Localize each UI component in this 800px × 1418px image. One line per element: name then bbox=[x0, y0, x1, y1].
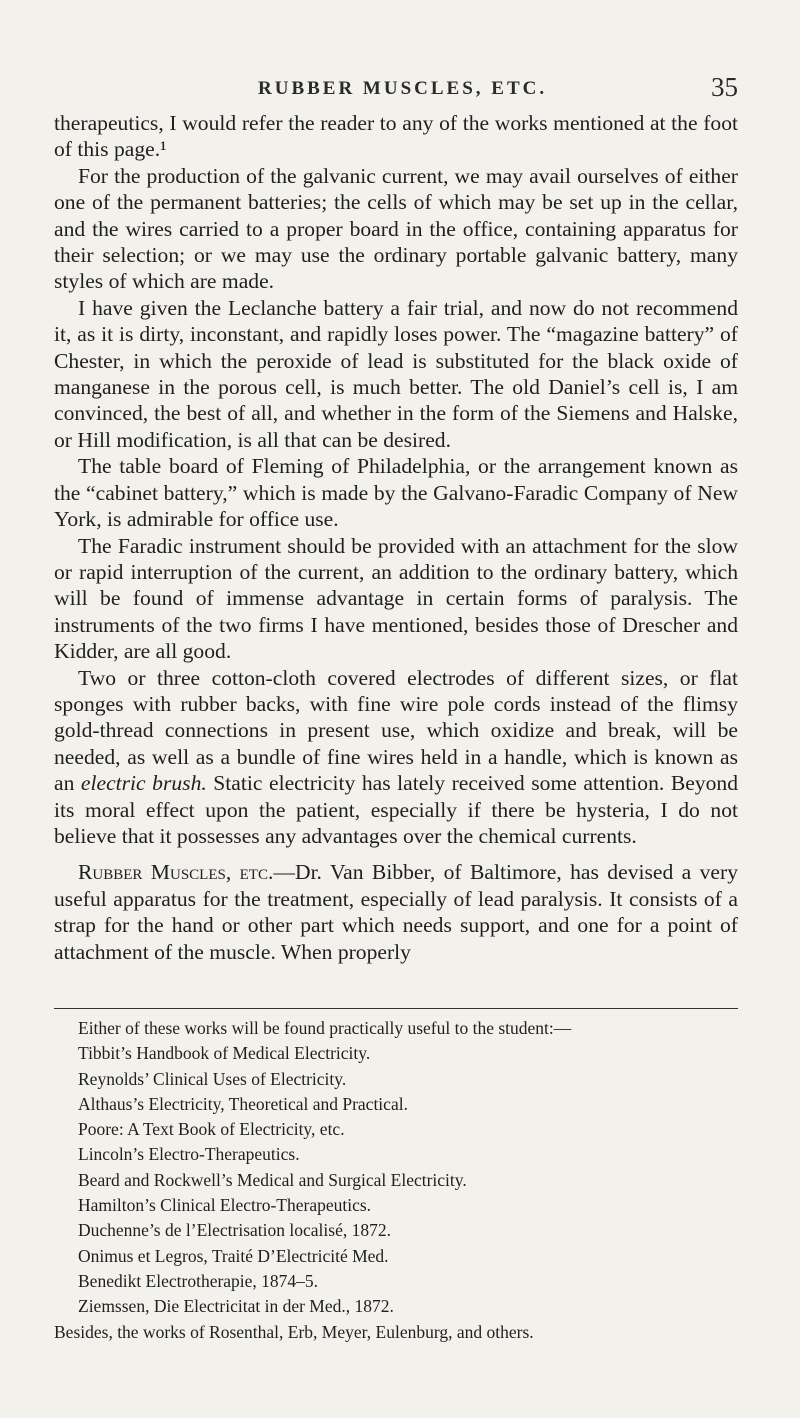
footnote-list bbox=[54, 1041, 738, 1345]
paragraph-text: Two or three cotton-cloth covered electrodes of different sizes, or flat sponges with rubber backs, with fine wire pole cords instead of the flimsy gold-thread connections in present use, which oxidize and break, will be needed, as well as a bundle of fine wires held in a handle, which is known as an bbox=[54, 665, 738, 796]
footnote-item: Tibbit’s Handbook of Medical Electricity. bbox=[78, 1043, 371, 1064]
paragraph: For the production of the galvanic current, we may avail ourselves of either one of the permanent batteries; the cells of which may be set up in the cellar, and the wires carried to a proper board in the office, containing apparatus for their selection; or we may use the ordinary portable galvanic battery, many styles of which are made. bbox=[54, 163, 738, 294]
body-text bbox=[54, 110, 738, 965]
paragraph-text: —Dr. Van Bibber, of Baltimore, has devised a very useful apparatus for the treatment, especially of lead paralysis. It consists of a strap for the hand or other part which needs support, and one for a point of attachment of the muscle. When properly bbox=[54, 860, 738, 964]
footnote-item: Althaus’s Electricity, Theoretical and Practical. bbox=[78, 1093, 408, 1114]
footnote-item: Benedikt Electrotherapie, 1874–5. bbox=[78, 1270, 319, 1291]
page-number: 35 bbox=[711, 72, 738, 102]
footnote-item: Poore: A Text Book of Electricity, etc. bbox=[78, 1119, 345, 1140]
footnote-item: Beard and Rockwell’s Medical and Surgical Electricity. bbox=[78, 1169, 467, 1190]
paragraph bbox=[54, 859, 738, 965]
footnote-item: Onimus et Legros, Traité D’Electricité Med. bbox=[78, 1245, 389, 1266]
footnote-item: Lincoln’s Electro-Therapeutics. bbox=[78, 1144, 300, 1165]
paragraph bbox=[54, 665, 738, 850]
paragraph: The table board of Fleming of Philadelphia, or the arrangement known as the “cabinet battery,” which is made by the Galvano-Faradic Company of New York, is admirable for office use. bbox=[54, 454, 738, 532]
paragraph: I have given the Leclanche battery a fair trial, and now do not recommend it, as it is dirty, inconstant, and rapidly loses power. The “magazine battery” of Chester, in which the peroxide of lead is substituted for the black oxide of manganese in the porous cell, is much better. The old Daniel’s cell is, I am convinced, the best of all, and whether in the form of the Siemens and Halske, or Hill modification, is all that can be desired. bbox=[54, 295, 738, 452]
italic-term: electric brush. bbox=[80, 771, 207, 796]
paragraph-text: Static electricity has lately received some attention. Beyond its moral effect upon the patient, especially if there be hysteria, I do not believe that it possesses any advantages over the chemical currents. bbox=[54, 771, 738, 848]
footnote-intro: Either of these works will be found practically useful to the student:— bbox=[78, 1018, 572, 1038]
paragraph: therapeutics, I would refer the reader to any of the works mentioned at the foot of this page.¹ bbox=[54, 111, 738, 162]
footnote-item: Duchenne’s de l’Electrisation localisé, 1872. bbox=[78, 1220, 391, 1241]
footnote-item: Ziemssen, Die Electricitat in der Med., 1872. bbox=[78, 1296, 394, 1317]
running-header bbox=[0, 72, 800, 102]
footnote-item: Hamilton’s Clinical Electro-Therapeutics. bbox=[78, 1195, 372, 1216]
running-title: RUBBER MUSCLES, ETC. bbox=[258, 78, 548, 99]
footnote bbox=[54, 1016, 738, 1345]
footnote-item: Reynolds’ Clinical Uses of Electricity. bbox=[78, 1068, 347, 1089]
section-lead: Rubber Muscles, etc. bbox=[78, 860, 274, 885]
paragraph: The Faradic instrument should be provided with an attachment for the slow or rapid interruption of the current, an addition to the ordinary battery, which will be found of immense advantage in certain forms of paralysis. The instruments of the two firms I have mentioned, besides those of Drescher and Kidder, are all good. bbox=[54, 533, 738, 664]
footnote-rule bbox=[54, 1008, 738, 1009]
footnote-item: Besides, the works of Rosenthal, Erb, Meyer, Eulenburg, and others. bbox=[54, 1321, 534, 1342]
